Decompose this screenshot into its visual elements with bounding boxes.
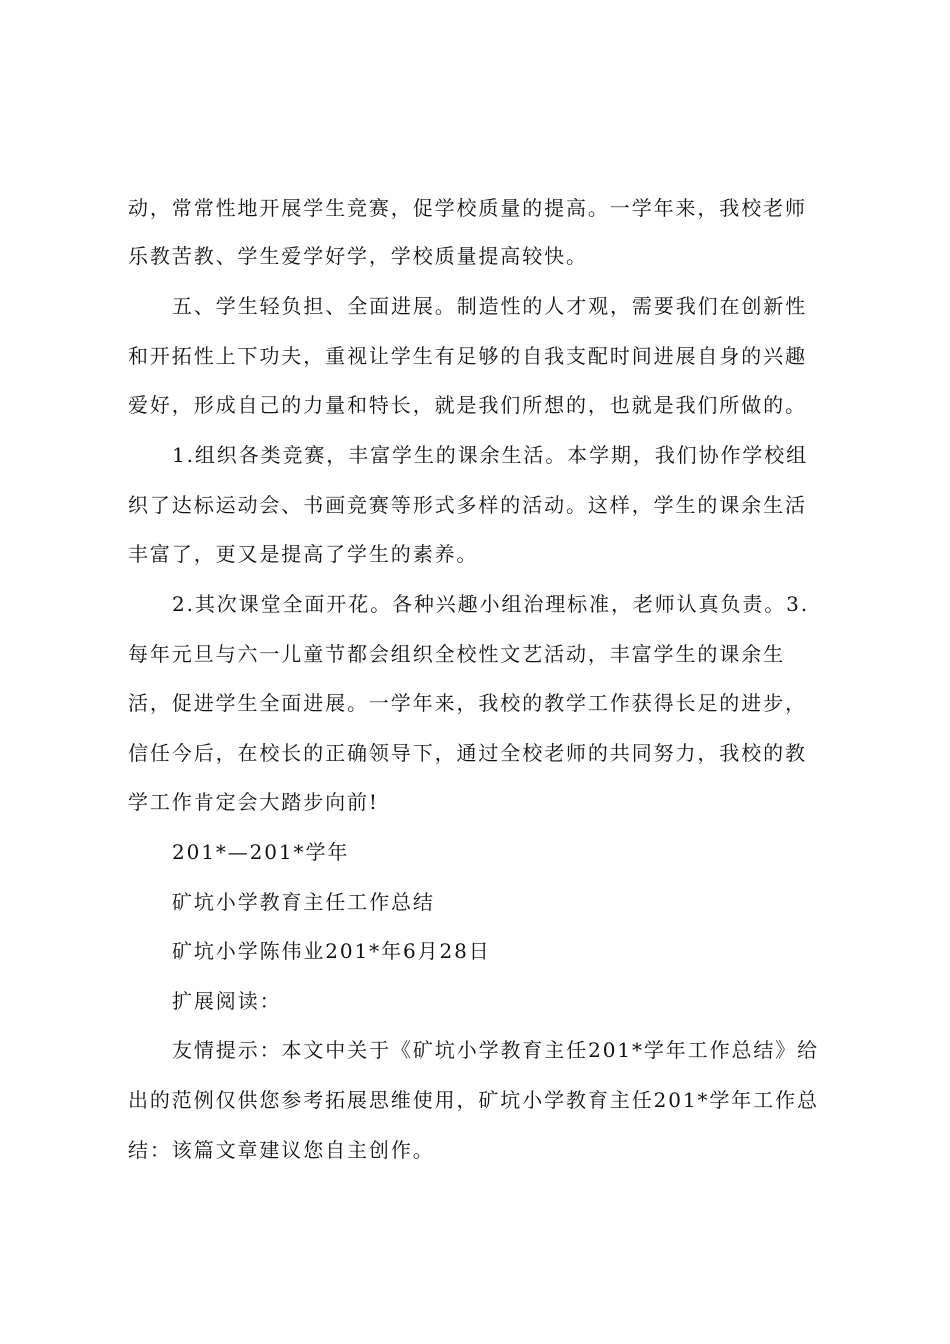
tip-line: 出的范例仅供您参考拓展思维使用，矿坑小学教育主任201*学年工作总 — [128, 1088, 819, 1112]
paragraph-line: 活，促进学生全面进展。一学年来，我校的教学工作获得长足的进步， — [128, 691, 807, 715]
document-title-line: 矿坑小学教育主任工作总结 — [172, 890, 435, 914]
paragraph-line: 乐教苦教、学生爱学好学，学校质量提高较快。 — [128, 244, 588, 268]
paragraph-line: 丰富了，更又是提高了学生的素养。 — [128, 542, 479, 566]
paragraph-line: 信任今后，在校长的正确领导下，通过全校老师的共同努力，我校的教 — [128, 741, 807, 765]
paragraph-line: 和开拓性上下功夫，重视让学生有足够的自我支配时间进展自身的兴趣 — [128, 344, 807, 368]
paragraph-line: 动，常常性地开展学生竞赛，促学校质量的提高。一学年来，我校老师 — [128, 196, 807, 220]
tip-line: 结：该篇文章建议您自主创作。 — [128, 1138, 435, 1162]
paragraph-line: 爱好，形成自己的力量和特长，就是我们所想的，也就是我们所做的。 — [128, 393, 807, 417]
paragraph-line: 学工作肯定会大踏步向前! — [128, 790, 379, 814]
extended-reading-label: 扩展阅读： — [172, 989, 282, 1013]
paragraph-line: 织了达标运动会、书画竞赛等形式多样的活动。这样，学生的课余生活 — [128, 493, 807, 517]
paragraph-line: 2.其次课堂全面开花。各种兴趣小组治理标准，老师认真负责。3. — [172, 592, 810, 616]
tip-line: 友情提示：本文中关于《矿坑小学教育主任201*学年工作总结》给 — [172, 1038, 820, 1062]
paragraph-line: 五、学生轻负担、全面进展。制造性的人才观，需要我们在创新性 — [172, 294, 808, 318]
school-year-line: 201*—201*学年 — [172, 840, 350, 864]
paragraph-line: 1.组织各类竞赛，丰富学生的课余生活。本学期，我们协作学校组 — [172, 443, 809, 467]
author-date-line: 矿坑小学陈伟业201*年6月28日 — [172, 939, 491, 963]
paragraph-line: 每年元旦与六一儿童节都会组织全校性文艺活动，丰富学生的课余生 — [128, 642, 785, 666]
